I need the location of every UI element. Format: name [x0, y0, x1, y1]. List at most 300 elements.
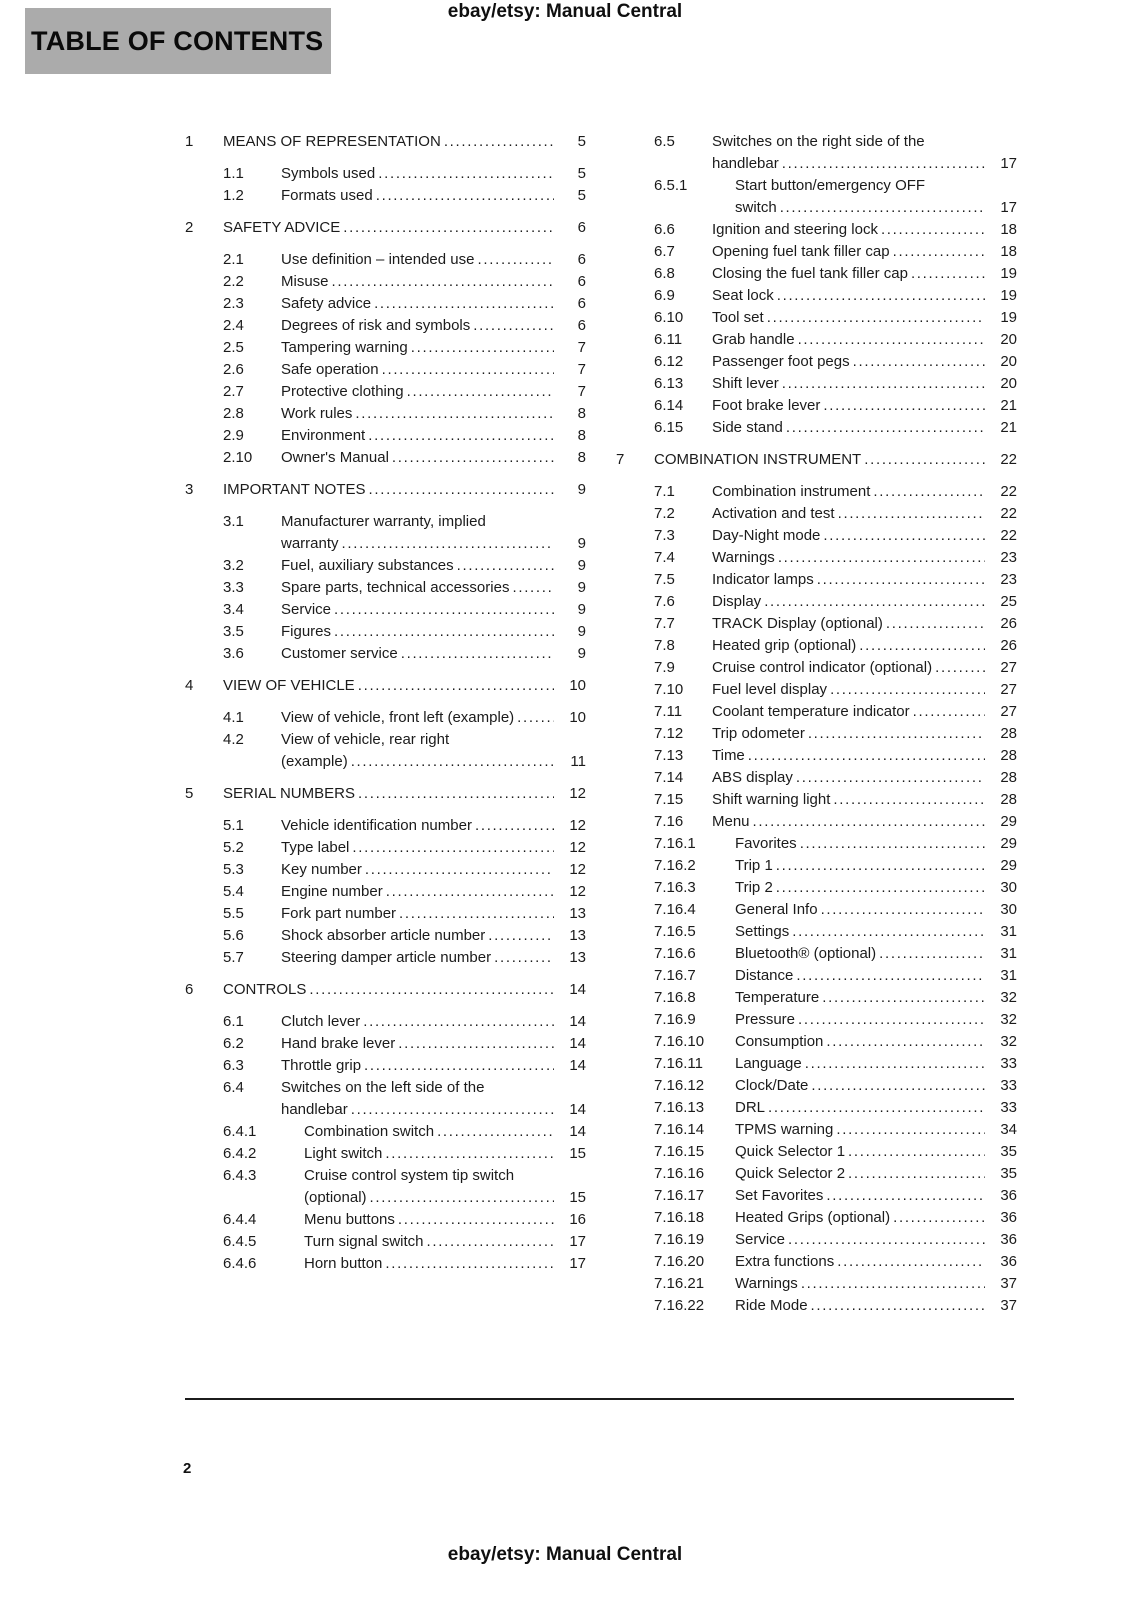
toc-entry-line [223, 621, 586, 643]
toc-entry-label: Shift lever [712, 375, 779, 392]
toc-entry-line [223, 249, 586, 271]
toc-entry [185, 479, 586, 501]
toc-entry-number: 6.13 [654, 375, 684, 392]
dot-leader [334, 621, 554, 643]
dot-leader [848, 1141, 985, 1163]
dot-leader [826, 1185, 985, 1207]
toc-entry-number: 6.4.1 [223, 1123, 257, 1140]
toc-entry-page: 33 [1000, 1055, 1017, 1072]
toc-entry-label: Indicator lamps [712, 571, 814, 588]
page-title-box [25, 8, 331, 74]
toc-entry-number: 2.9 [223, 427, 244, 444]
toc-entry-number: 2.2 [223, 273, 244, 290]
toc-entry-number: 7.16.15 [654, 1143, 705, 1160]
toc-entry-line [654, 175, 1017, 197]
toc-entry-page: 17 [569, 1233, 586, 1250]
toc-entry-number: 5.6 [223, 927, 244, 944]
toc-entry [616, 329, 1017, 351]
toc-entry-number: 2.3 [223, 295, 244, 312]
toc-entry-line [654, 1119, 1017, 1141]
toc-entry-page: 19 [1000, 287, 1017, 304]
toc-entry [185, 947, 586, 969]
toc-entry-page: 36 [1000, 1231, 1017, 1248]
toc-entry-page: 9 [577, 579, 586, 596]
toc-entry-line [223, 729, 586, 751]
dot-leader [351, 751, 554, 773]
toc-entry-label: Favorites [735, 835, 797, 852]
dot-leader [780, 197, 985, 219]
toc-entry-line [223, 293, 586, 315]
toc-entry-number: 7.16.11 [654, 1055, 703, 1072]
toc-entry-page: 35 [1000, 1143, 1017, 1160]
toc-entry-line [223, 1231, 586, 1253]
toc-entry-line [654, 1009, 1017, 1031]
toc-entry-number: 6.7 [654, 243, 675, 260]
dot-leader [801, 1273, 985, 1295]
toc-entry [616, 241, 1017, 263]
toc-entry-label: Use definition – intended use [281, 251, 475, 268]
toc-entry-label: Turn signal switch [304, 1233, 424, 1250]
toc-entry-label: Quick Selector 1 [735, 1143, 846, 1160]
toc-entry [616, 1273, 1017, 1295]
dot-leader [848, 1163, 985, 1185]
toc-entry-label: TRACK Display (optional) [712, 615, 883, 632]
toc-entry [616, 1229, 1017, 1251]
toc-entry-line [223, 1121, 586, 1143]
dot-leader [913, 701, 985, 723]
toc-entry-label: Foot brake lever [712, 397, 821, 414]
dot-leader [358, 675, 554, 697]
toc-entry-number: 7.16.8 [654, 989, 696, 1006]
toc-entry-line [616, 449, 1017, 471]
toc-entry [616, 877, 1017, 899]
toc-entry [616, 723, 1017, 745]
toc-entry-line [654, 481, 1017, 503]
toc-entry [616, 1053, 1017, 1075]
toc-entry [185, 555, 586, 577]
dot-leader [822, 987, 985, 1009]
toc-entry-number: 6.1 [223, 1013, 244, 1030]
toc-entry-label: Fuel level display [712, 681, 828, 698]
toc-entry-page: 14 [569, 981, 586, 998]
dot-leader [873, 481, 985, 503]
toc-entry-page: 12 [569, 785, 586, 802]
toc-entry-line [223, 425, 586, 447]
toc-entry-number: 7.11 [654, 703, 683, 720]
toc-entry-label: Consumption [735, 1033, 824, 1050]
dot-leader [494, 947, 554, 969]
toc-entry-label: Service [735, 1231, 786, 1248]
toc-entry-page: 17 [569, 1255, 586, 1272]
toc-entry-label: warranty [281, 535, 339, 552]
toc-entry-line [223, 185, 586, 207]
toc-entry-line [654, 965, 1017, 987]
dot-leader [363, 1011, 554, 1033]
toc-entry-line [223, 903, 586, 925]
toc-entry [616, 833, 1017, 855]
dot-leader [382, 359, 554, 381]
toc-entry [616, 175, 1017, 219]
dot-leader [364, 1055, 554, 1077]
dot-leader [385, 1143, 554, 1165]
toc-entry-label: SERIAL NUMBERS [223, 785, 355, 802]
toc-entry [616, 745, 1017, 767]
toc-entry-page: 22 [1000, 527, 1017, 544]
toc-entry-number: 7.10 [654, 681, 684, 698]
toc-entry-page: 14 [569, 1123, 586, 1140]
toc-entry-line [223, 1187, 586, 1209]
dot-leader [764, 591, 985, 613]
toc-entry [185, 925, 586, 947]
toc-entry-number: 7.16.12 [654, 1077, 705, 1094]
dot-leader [309, 979, 554, 1001]
dot-leader [355, 403, 554, 425]
toc-entry-line [223, 1077, 586, 1099]
dot-leader [753, 811, 985, 833]
toc-entry-label: Distance [735, 967, 794, 984]
toc-entry [616, 1119, 1017, 1141]
toc-entry-page: 34 [1000, 1121, 1017, 1138]
toc-entry-label: Cruise control system tip switch [304, 1167, 515, 1184]
dot-leader [935, 657, 985, 679]
toc-entry-number: 6.5 [654, 133, 675, 150]
toc-entry-line [654, 1031, 1017, 1053]
toc-entry-label: Display [712, 593, 762, 610]
toc-entry-label: Fuel, auxiliary substances [281, 557, 454, 574]
dot-leader [343, 217, 554, 239]
toc-entry-page: 21 [1000, 397, 1017, 414]
toc-entry-label: Combination instrument [712, 483, 871, 500]
toc-entry-page: 8 [577, 449, 586, 466]
toc-entry-label: Tool set [712, 309, 764, 326]
toc-entry-number: 3.3 [223, 579, 244, 596]
toc-entry-page: 21 [1000, 419, 1017, 436]
toc-entry-line [654, 855, 1017, 877]
toc-entry-number: 5.2 [223, 839, 244, 856]
toc-entry-number: 6.8 [654, 265, 675, 282]
toc-entry-line [654, 943, 1017, 965]
toc-entry-label: Time [712, 747, 745, 764]
toc-entry-page: 31 [1000, 945, 1017, 962]
toc-entry [185, 403, 586, 425]
toc-entry [616, 307, 1017, 329]
toc-entry-line [654, 701, 1017, 723]
toc-entry-number: 3.5 [223, 623, 244, 640]
toc-entry-label: Horn button [304, 1255, 383, 1272]
dot-leader [768, 1097, 985, 1119]
dot-leader [370, 1187, 554, 1209]
toc-entry [616, 1097, 1017, 1119]
toc-entry-label: switch [735, 199, 777, 216]
toc-entry-label: General Info [735, 901, 818, 918]
toc-entry-label: Trip 2 [735, 879, 773, 896]
toc-entry [616, 1031, 1017, 1053]
toc-entry-line [223, 163, 586, 185]
dot-leader [836, 1119, 985, 1141]
toc-entry [616, 701, 1017, 723]
toc-entry-line [223, 1055, 586, 1077]
toc-entry-line [185, 217, 586, 239]
toc-entry-number: 7.14 [654, 769, 684, 786]
toc-entry-page: 32 [1000, 1011, 1017, 1028]
toc-entry-line [654, 153, 1017, 175]
toc-entry [616, 635, 1017, 657]
toc-entry-number: 5.1 [223, 817, 244, 834]
toc-entry-line [654, 899, 1017, 921]
dot-leader [748, 745, 985, 767]
toc-entry-number: 7.16.19 [654, 1231, 705, 1248]
toc-entry-line [654, 987, 1017, 1009]
toc-entry [616, 987, 1017, 1009]
dot-leader [386, 881, 554, 903]
toc-entry [616, 921, 1017, 943]
toc-entry-number: 5.4 [223, 883, 244, 900]
toc-entry-number: 7.16.4 [654, 901, 696, 918]
toc-entry-number: 7.16.21 [654, 1275, 705, 1292]
toc-entry-label: Environment [281, 427, 366, 444]
toc-entry-label: Bluetooth® (optional) [735, 945, 877, 962]
toc-entry-label: Tampering warning [281, 339, 408, 356]
toc-entry-label: Safe operation [281, 361, 379, 378]
toc-entry-line [223, 815, 586, 837]
dot-leader [808, 723, 985, 745]
dot-leader [477, 249, 554, 271]
toc-entry-page: 23 [1000, 571, 1017, 588]
toc-entry-line [654, 503, 1017, 525]
toc-entry-line [223, 1011, 586, 1033]
dot-leader [358, 783, 554, 805]
toc-entry-line [185, 131, 586, 153]
dot-leader [879, 943, 985, 965]
toc-entry-page: 14 [569, 1057, 586, 1074]
toc-entry [185, 425, 586, 447]
toc-entry-label: SAFETY ADVICE [223, 219, 341, 236]
toc-entry-number: 6.2 [223, 1035, 244, 1052]
toc-entry-line [654, 547, 1017, 569]
toc-entry-page: 12 [569, 883, 586, 900]
toc-entry-number: 7.4 [654, 549, 675, 566]
dot-leader [796, 767, 985, 789]
dot-leader [853, 351, 985, 373]
toc-entry [185, 707, 586, 729]
dot-leader [398, 1033, 554, 1055]
toc-entry-page: 6 [577, 219, 586, 236]
dot-leader [788, 1229, 985, 1251]
toc-entry-line [654, 525, 1017, 547]
toc-entry-line [654, 745, 1017, 767]
toc-entry-page: 30 [1000, 901, 1017, 918]
dot-leader [368, 425, 554, 447]
toc-entry-line [223, 533, 586, 555]
toc-entry [185, 315, 586, 337]
toc-entry [185, 185, 586, 207]
toc-entry [616, 789, 1017, 811]
dot-leader [427, 1231, 555, 1253]
dot-leader [830, 679, 985, 701]
dot-leader [782, 373, 985, 395]
toc-entry-page: 7 [577, 383, 586, 400]
toc-entry-label: Closing the fuel tank filler cap [712, 265, 908, 282]
toc-entry-line [654, 811, 1017, 833]
toc-entry-page: 13 [569, 905, 586, 922]
dot-leader [886, 613, 985, 635]
dot-leader [351, 1099, 554, 1121]
toc-entry-number: 7.16.3 [654, 879, 696, 896]
toc-entry-label: DRL [735, 1099, 766, 1116]
toc-entry-label: Coolant temperature indicator [712, 703, 910, 720]
toc-entry-line [223, 1099, 586, 1121]
toc-entry-line [654, 833, 1017, 855]
toc-entry [185, 271, 586, 293]
toc-entry-label: Key number [281, 861, 362, 878]
toc-entry-number: 7.3 [654, 527, 675, 544]
toc-entry-line [654, 373, 1017, 395]
toc-entry-label: Switches on the right side of the [712, 133, 925, 150]
toc-entry-page: 17 [1000, 155, 1017, 172]
toc-entry-label: Clock/Date [735, 1077, 809, 1094]
toc-entry-page: 36 [1000, 1187, 1017, 1204]
toc-entry-number: 7.16.10 [654, 1033, 705, 1050]
dot-leader [334, 599, 554, 621]
toc-entry [185, 1077, 586, 1121]
toc-entry-number: 7.9 [654, 659, 675, 676]
toc-entry-label: Engine number [281, 883, 383, 900]
toc-entry-line [654, 1273, 1017, 1295]
toc-entry-label: Passenger foot pegs [712, 353, 850, 370]
toc-entry-label: Safety advice [281, 295, 372, 312]
toc-entry [616, 811, 1017, 833]
toc-entry [616, 1163, 1017, 1185]
toc-entry-page: 27 [1000, 681, 1017, 698]
dot-leader [859, 635, 985, 657]
toc-entry-line [223, 1033, 586, 1055]
toc-entry-line [654, 241, 1017, 263]
dot-leader [792, 921, 985, 943]
toc-entry-line [223, 881, 586, 903]
toc-entry-page: 5 [577, 187, 586, 204]
toc-entry-number: 1.1 [223, 165, 244, 182]
toc-entry [185, 979, 586, 1001]
toc-entry [616, 1185, 1017, 1207]
toc-entry-line [654, 263, 1017, 285]
toc-entry-line [223, 707, 586, 729]
toc-entry-label: COMBINATION INSTRUMENT [654, 451, 862, 468]
toc-entry-number: 7.16.5 [654, 923, 696, 940]
toc-entry [185, 859, 586, 881]
toc-entry [616, 395, 1017, 417]
toc-entry-page: 15 [569, 1189, 586, 1206]
toc-entry-line [223, 337, 586, 359]
toc-entry-number: 3 [185, 481, 194, 498]
toc-entry-page: 7 [577, 339, 586, 356]
toc-entry-line [185, 783, 586, 805]
toc-entry-label: Service [281, 601, 332, 618]
toc-entry [616, 1075, 1017, 1097]
toc-entry-label: Degrees of risk and symbols [281, 317, 471, 334]
toc-entry-page: 19 [1000, 309, 1017, 326]
toc-entry-page: 16 [569, 1211, 586, 1228]
toc-entry-page: 37 [1000, 1275, 1017, 1292]
toc-entry-line [223, 643, 586, 665]
toc-entry [185, 1055, 586, 1077]
toc-entry-label: Quick Selector 2 [735, 1165, 846, 1182]
toc-entry [185, 1209, 586, 1231]
toc-entry-line [223, 859, 586, 881]
toc-entry-page: 17 [1000, 199, 1017, 216]
dot-leader [398, 1209, 554, 1231]
toc-entry-line [223, 837, 586, 859]
toc-entry-number: 2.7 [223, 383, 244, 400]
toc-entry-number: 4.2 [223, 731, 244, 748]
toc-entry [616, 613, 1017, 635]
dot-leader [392, 447, 554, 469]
toc-entry-line [654, 395, 1017, 417]
toc-entry-number: 7.16.18 [654, 1209, 705, 1226]
toc-entry-label: Start button/emergency OFF [735, 177, 926, 194]
toc-entry-line [223, 381, 586, 403]
toc-entry-number: 6.9 [654, 287, 675, 304]
toc-entry [616, 219, 1017, 241]
dot-leader [385, 1253, 554, 1275]
toc-entry [185, 249, 586, 271]
dot-leader [826, 1031, 985, 1053]
toc-entry-label: Side stand [712, 419, 783, 436]
toc-entry-label: Customer service [281, 645, 398, 662]
dot-leader [811, 1295, 985, 1317]
toc-entry [616, 449, 1017, 471]
toc-entry-number: 2.5 [223, 339, 244, 356]
toc-entry-page: 22 [1000, 483, 1017, 500]
toc-entry-number: 5.5 [223, 905, 244, 922]
toc-entry-label: Work rules [281, 405, 353, 422]
toc-entry-number: 3.2 [223, 557, 244, 574]
dot-leader [365, 859, 554, 881]
bottom-watermark: ebay/etsy: Manual Central [447, 1544, 683, 1565]
toc-entry-label: Seat lock [712, 287, 774, 304]
toc-entry-number: 6.4.5 [223, 1233, 257, 1250]
dot-leader [893, 1207, 985, 1229]
dot-leader [796, 965, 985, 987]
toc-entry-line [654, 1185, 1017, 1207]
toc-entry [185, 337, 586, 359]
toc-entry-number: 7.16.20 [654, 1253, 705, 1270]
toc-entry-label: Switches on the left side of the [281, 1079, 485, 1096]
toc-entry [616, 899, 1017, 921]
toc-entry-label: Vehicle identification number [281, 817, 472, 834]
toc-entry-label: Ride Mode [735, 1297, 808, 1314]
toc-entry-label: Light switch [304, 1145, 383, 1162]
toc-entry-page: 13 [569, 949, 586, 966]
toc-entry-page: 31 [1000, 923, 1017, 940]
toc-entry-line [654, 1141, 1017, 1163]
toc-entry-line [185, 979, 586, 1001]
dot-leader [352, 837, 554, 859]
toc-entry-number: 7.12 [654, 725, 684, 742]
toc-entry-number: 3.1 [223, 513, 244, 530]
toc-entry-number: 1 [185, 133, 194, 150]
toc-entry-line [223, 555, 586, 577]
toc-entry-line [654, 1097, 1017, 1119]
dot-leader [444, 131, 554, 153]
toc-entry-line [654, 767, 1017, 789]
toc-entry [616, 679, 1017, 701]
dot-leader [776, 877, 985, 899]
toc-entry-page: 12 [569, 861, 586, 878]
toc-entry-page: 5 [577, 165, 586, 182]
toc-entry-page: 29 [1000, 835, 1017, 852]
toc-entry-line [223, 359, 586, 381]
footer-page-number: 2 [183, 1460, 192, 1477]
